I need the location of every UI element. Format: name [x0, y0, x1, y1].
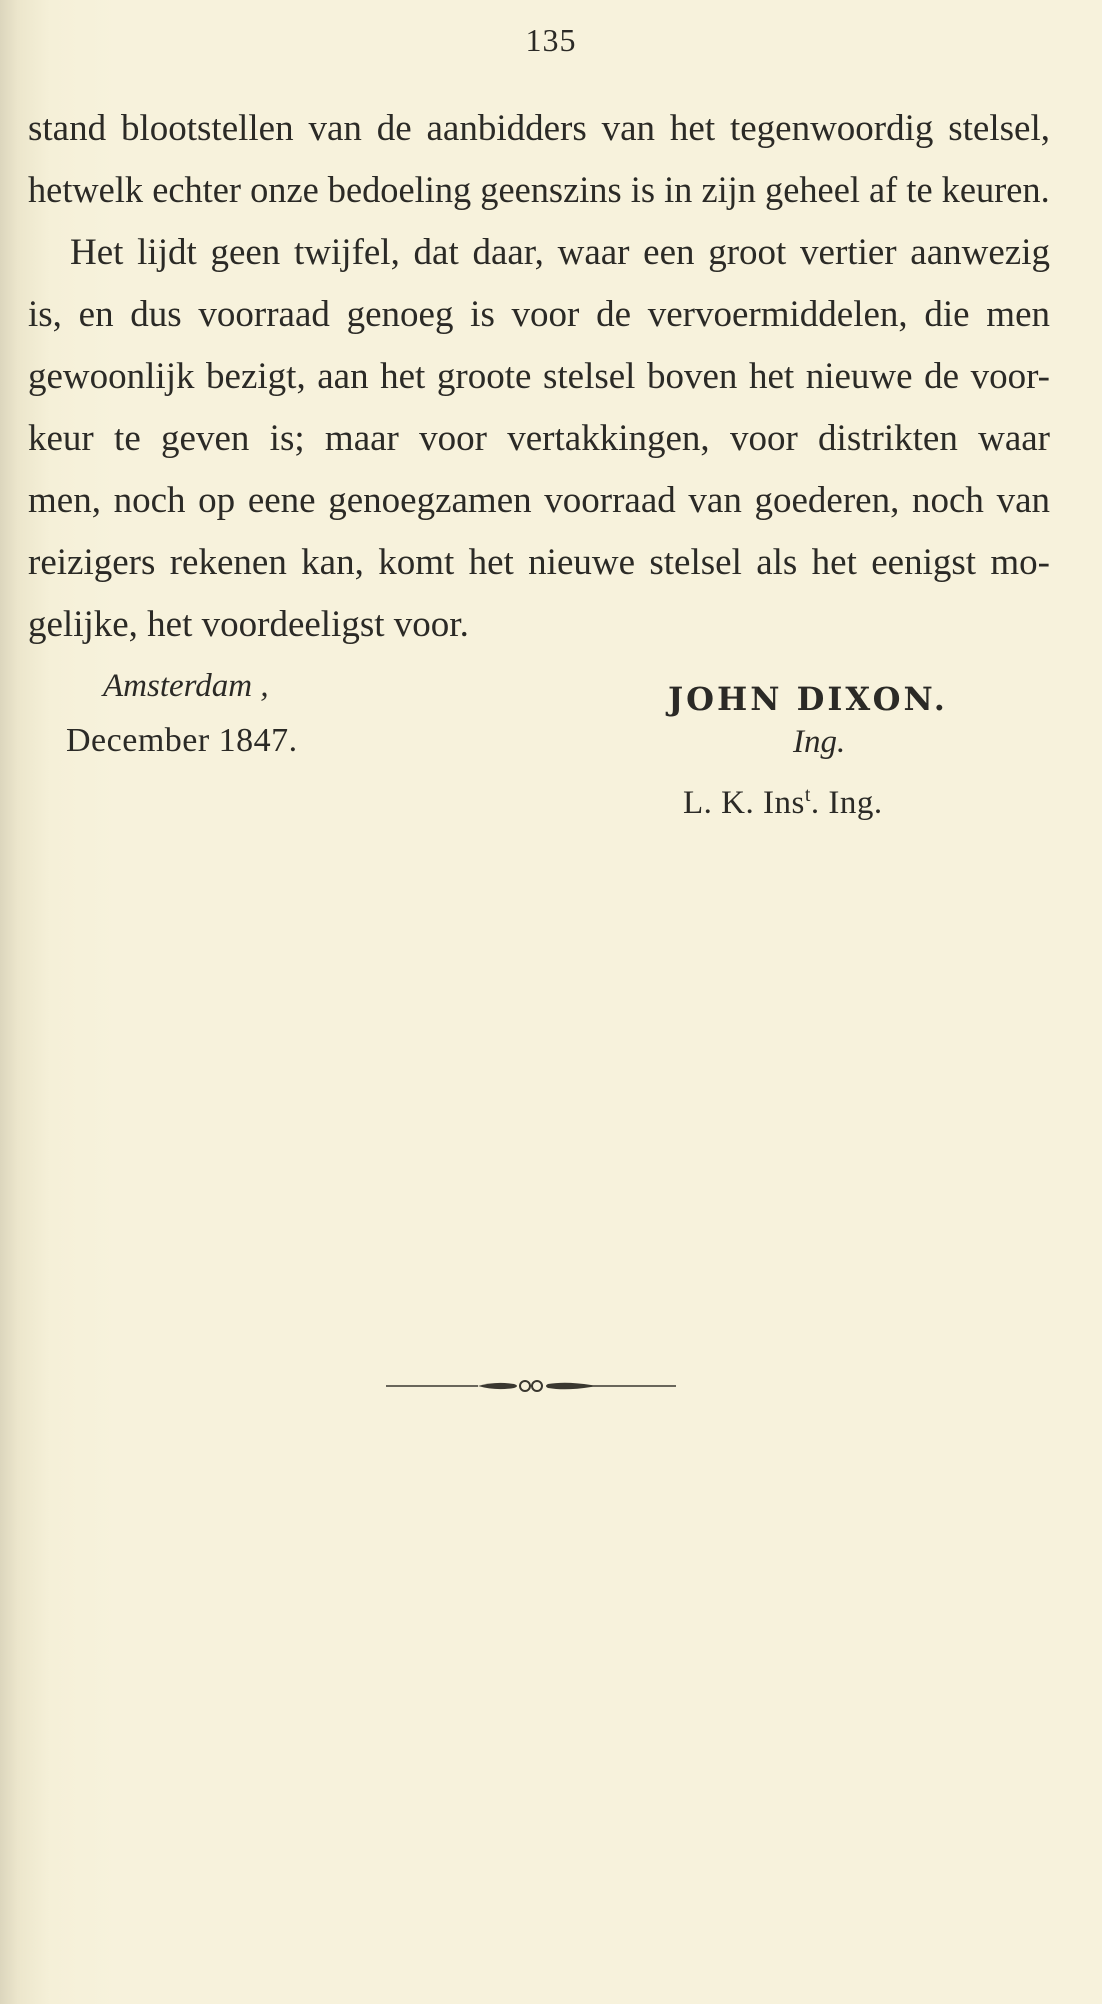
body-line: stand blootstellen van de aanbidders van het tegenwoordig stelsel, [28, 108, 1050, 149]
body-line: gelijke, het voordeeligst voor. [28, 604, 469, 645]
signature-name: JOHN DIXON. [668, 680, 948, 718]
affiliation-superscript: t [804, 784, 811, 806]
signature-place: Amsterdam , [103, 668, 269, 704]
page-number: 135 [525, 22, 577, 58]
body-line: hetwelk echter onze bedoeling geenszins is in zijn geheel af te keuren. [28, 170, 1050, 211]
body-line: gewoonlijk bezigt, aan het groote stelsel boven het nieuwe de voor- [28, 356, 1050, 397]
body-line: reizigers rekenen kan, komt het nieuwe stelsel als het eenigst mo- [28, 542, 1050, 583]
signature-title: Ing. [793, 724, 846, 760]
body-line: men, noch op eene genoegzamen voorraad van goederen, noch van [28, 480, 1050, 521]
signature-affiliation [683, 784, 883, 822]
affiliation-prefix: L. K. Ins [683, 785, 805, 821]
signature-date: December 1847. [66, 722, 298, 759]
body-line: Het lijdt geen twijfel, dat daar, waar een groot vertier aanwezig [70, 232, 1050, 273]
body-line: keur te geven is; maar voor vertakkingen, voor distrikten waar [28, 418, 1050, 459]
body-line: is, en dus voorraad genoeg is voor de vervoermiddelen, die men [28, 294, 1050, 335]
body-text [28, 98, 1050, 656]
decorative-rule-icon [386, 1374, 676, 1398]
affiliation-suffix: . Ing. [810, 785, 883, 821]
